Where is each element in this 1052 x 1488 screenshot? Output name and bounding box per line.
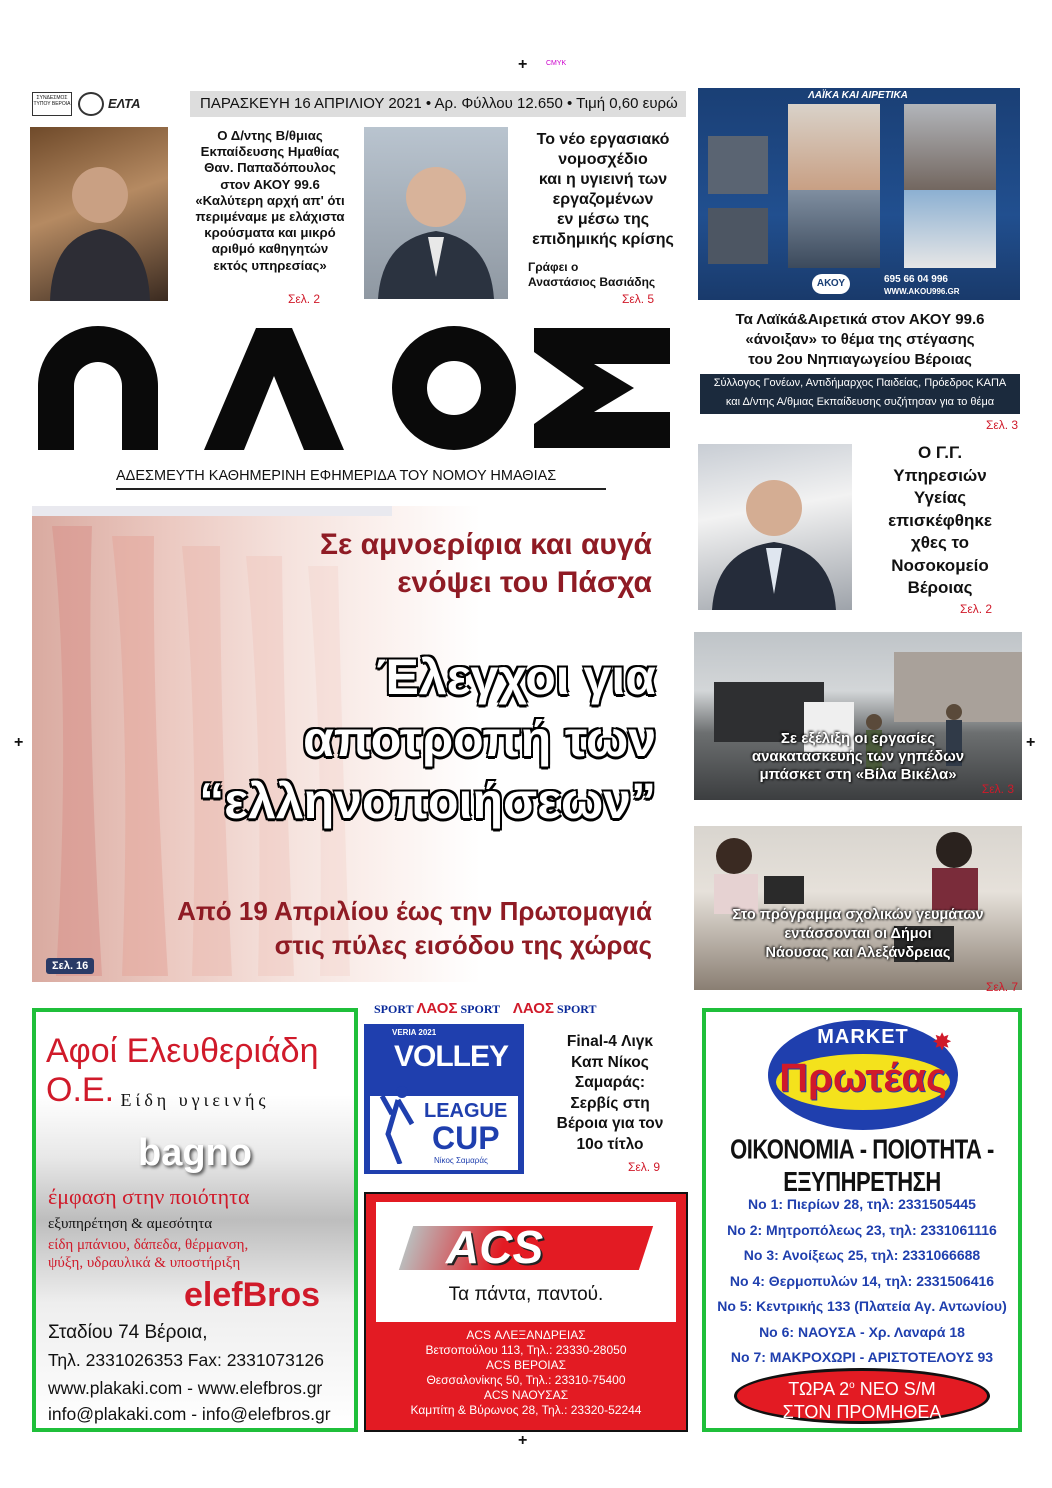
meals-page[interactable]: Σελ. 7 xyxy=(986,980,1019,994)
akou-headline[interactable]: Τα Λαϊκά&Αιρετικά στον ΑΚΟΥ 99.6 «άνοιξαν» το θέμα της στέγασης του 2ου Νηπιαγωγείου Βέροιας xyxy=(735,311,985,368)
elef-email[interactable]: info@plakaki.com - info@elefbros.gr xyxy=(48,1404,331,1424)
sport-strip: SPORT ΛΑΟΣ SPORT ΛΑΟΣ SPORT xyxy=(374,1000,597,1017)
acs-slogan: Τα πάντα, παντού. xyxy=(448,1284,604,1305)
elef-subtitle: Είδη υγιεινής xyxy=(120,1090,270,1110)
akou-web: WWW.AKOU996.GR xyxy=(884,287,960,296)
gg-headline[interactable]: Ο Γ.Γ. Υπηρεσιών Υγείας επισκέφθηκε χθες το Νοσοκομείο Βέροιας xyxy=(888,443,992,597)
akou-subtitle: Σύλλογος Γονέων, Αντιδήμαρχος Παιδείας, Πρόεδρος ΚΑΠΑ και Δ/ντης Α/θμιας Εκπαίδευσης συζήτησαν για το θέμα xyxy=(700,374,1020,414)
dateline: ΠΑΡΑΣΚΕΥΗ 16 ΑΠΡΙΛΙΟΥ 2021 • Αρ. Φύλλου 12.650 • Τιμή 0,60 ευρώ xyxy=(190,91,686,117)
basket-caption: Σε εξέλιξη οι εργασίες ανακατασκευής των γηπέδων μπάσκετ στη «Βίλα Βικέλα» xyxy=(751,730,965,783)
acs-logo-panel xyxy=(376,1202,676,1322)
elta-logo: ΕΛΤΑ xyxy=(108,96,141,111)
akou-phone: 695 66 04 996 xyxy=(884,274,948,285)
laos-logo-icon xyxy=(34,324,674,452)
story2-headline[interactable]: Το νέο εργασιακό νομοσχέδιο και η υγιεινή των εργαζομένων εν μέσω της επιδημικής κρίσης xyxy=(532,131,674,248)
cmyk-mark: CMYK xyxy=(546,60,567,67)
person-silhouette-icon xyxy=(30,127,168,301)
story1-page[interactable]: Σελ. 2 xyxy=(288,292,321,306)
elef-brand: elefBros xyxy=(184,1276,321,1314)
volley-cup-logo: VERIA 2021 VOLLEY LEAGUE CUP Νίκος Σαμαράς xyxy=(364,1024,524,1174)
video-tile xyxy=(788,104,880,196)
lead-page[interactable]: Σελ. 16 xyxy=(46,958,94,974)
akou-banner: ΛΑΪΚΑ ΚΑΙ ΑΙΡΕΤΙΚΑ xyxy=(808,90,908,101)
person-silhouette-icon xyxy=(364,127,508,299)
video-tile xyxy=(904,104,996,196)
proteas-logo: MARKET Πρωτέας ✸ xyxy=(768,1020,958,1130)
registration-mark-bottom: + xyxy=(518,1432,528,1449)
story1-photo xyxy=(30,127,168,301)
video-tile xyxy=(788,190,880,268)
story2-byline: Γράφει ο Αναστάσιος Βασιάδης xyxy=(528,260,656,289)
proteas-badge: ΤΩΡΑ $2^o$ ΝΕΟ S/M ΣΤΟΝ ΠΡΟΜΗΘΕΑ xyxy=(734,1368,990,1424)
lead-deck: Από 19 Απριλίου έως την Πρωτομαγιά στις πύλες εισόδου της χώρας xyxy=(177,896,652,960)
elef-address: Σταδίου 74 Βέροια, xyxy=(48,1322,208,1343)
volleyball-player-icon xyxy=(378,1084,418,1164)
video-tile xyxy=(708,208,768,264)
basket-story[interactable] xyxy=(694,632,1022,800)
sport-page[interactable]: Σελ. 9 xyxy=(628,1160,661,1174)
gg-photo xyxy=(698,444,852,610)
seal-logo xyxy=(78,92,104,116)
lead-headline: Έλεγχοι για αποτροπή των “ελληνοποιήσεων” xyxy=(199,649,656,829)
proteas-stores: Νο 1: Πιερίων 28, τηλ: 2331505445 Νο 2: Μητροπόλεως 23, τηλ: 2331061116 Νο 3: Ανοίξεως 25, τηλ: 2331066688 Νο 4: Θερμοπυλών 14, τηλ: 2331506416 Νο 5: Κεντρικής 133 (Πλατεία Αγ. Αντωνίου) Νο 6: ΝΑΟΥΣΑ - Χρ. Λαναρά 18 Νο 7: ΜΑΚΡΟΧΩΡΙ - ΑΡΙΣΤΟΤΕΛΟΥΣ 93 xyxy=(717,1196,1007,1365)
meals-caption: Στο πρόγραμμα σχολικών γευμάτων εντάσσονται οι Δήμοι Νάουσας και Αλεξάνδρειας xyxy=(732,907,984,961)
elef-web[interactable]: www.plakaki.com - www.elefbros.gr xyxy=(48,1378,323,1398)
proteas-ad[interactable] xyxy=(702,1008,1022,1432)
person-silhouette-icon xyxy=(698,444,852,610)
elef-service: εξυπηρέτηση & αμεσότητα xyxy=(48,1216,213,1232)
elef-items: είδη μπάνιου, δάπεδα, θέρμανση, ψύξη, υδραυλικά & υποστήριξη xyxy=(48,1237,249,1271)
akou-page[interactable]: Σελ. 3 xyxy=(986,418,1019,432)
video-tile xyxy=(708,136,768,194)
registration-mark-top: + xyxy=(518,56,528,73)
gg-page[interactable]: Σελ. 2 xyxy=(960,602,993,616)
story1-headline[interactable]: Ο Δ/ντης Β/θμιας Εκπαίδευσης Ημαθίας Θαν. Παπαδόπουλος στον ΑΚΟΥ 99.6 «Καλύτερη αρχή απ' ότι περιμέναμε με ελάχιστα κρούσματα και μικρό αριθμό καθηγητών εκτός υπηρεσίας» xyxy=(195,128,345,273)
elef-bagno: bagno xyxy=(138,1132,252,1174)
acs-branches: ACS ΑΛΕΞΑΝΔΡΕΙΑΣ Βετσοπούλου 113, Τηλ.: 23330-28050 ACS ΒΕΡΟΙΑΣ Θεσσαλονίκης 50, Τηλ.: 23310-75400 ACS ΝΑΟΥΣΑΣ Καμπίτη & Βύρωνος 28, Τηλ.: 23320-52244 xyxy=(410,1328,642,1417)
elef-emphasis: έμφαση στην ποιότητα xyxy=(48,1184,250,1209)
sport-headline[interactable]: Final-4 Λιγκ Καπ Νίκος Σαμαράς: Σερβίς στη Βέροια για τον 10ο τίτλο xyxy=(556,1033,664,1153)
registration-mark-left: + xyxy=(14,734,24,751)
acs-ad[interactable] xyxy=(364,1192,688,1432)
meals-story[interactable] xyxy=(694,826,1022,990)
elefbros-ad[interactable] xyxy=(32,1008,358,1432)
elef-phone: Τηλ. 2331026353 Fax: 2331073126 xyxy=(48,1350,325,1370)
press-association-logo: ΣΥΝΔΕΣΜΟΣ ΤΥΠΟΥ ΒΕΡΟΙΑ xyxy=(32,92,72,116)
acs-logo: ACS xyxy=(446,1221,544,1273)
akou-logo: ΑΚΟΥ xyxy=(812,274,850,294)
star-icon: ✸ xyxy=(932,1029,953,1056)
elef-title: Αφοί Ελευθεριάδη Ο.Ε. xyxy=(46,1032,319,1109)
tagline: ΑΔΕΣΜΕΥΤΗ ΚΑΘΗΜΕΡΙΝΗ ΕΦΗΜΕΡΙΔΑ ΤΟΥ ΝΟΜΟΥ ΗΜΑΘΙΑΣ xyxy=(116,468,557,484)
lead-story[interactable] xyxy=(32,506,672,982)
registration-mark-right: + xyxy=(1026,734,1036,751)
story2-photo xyxy=(364,127,508,299)
akou-panel[interactable] xyxy=(698,88,1020,300)
tagline-rule xyxy=(116,488,606,490)
story2-page[interactable]: Σελ. 5 xyxy=(622,292,655,306)
lead-kicker: Σε αμνοερίφια και αυγά ενόψει του Πάσχα xyxy=(320,528,652,599)
basket-page[interactable]: Σελ. 3 xyxy=(981,782,1014,796)
proteas-motto: ΟΙΚΟΝΟΜΙΑ - ΠΟΙΟΤΗΤΑ - ΕΞΥΠΗΡΕΤΗΣΗ xyxy=(730,1133,994,1198)
video-tile xyxy=(904,190,996,268)
masthead-logo xyxy=(34,324,674,452)
